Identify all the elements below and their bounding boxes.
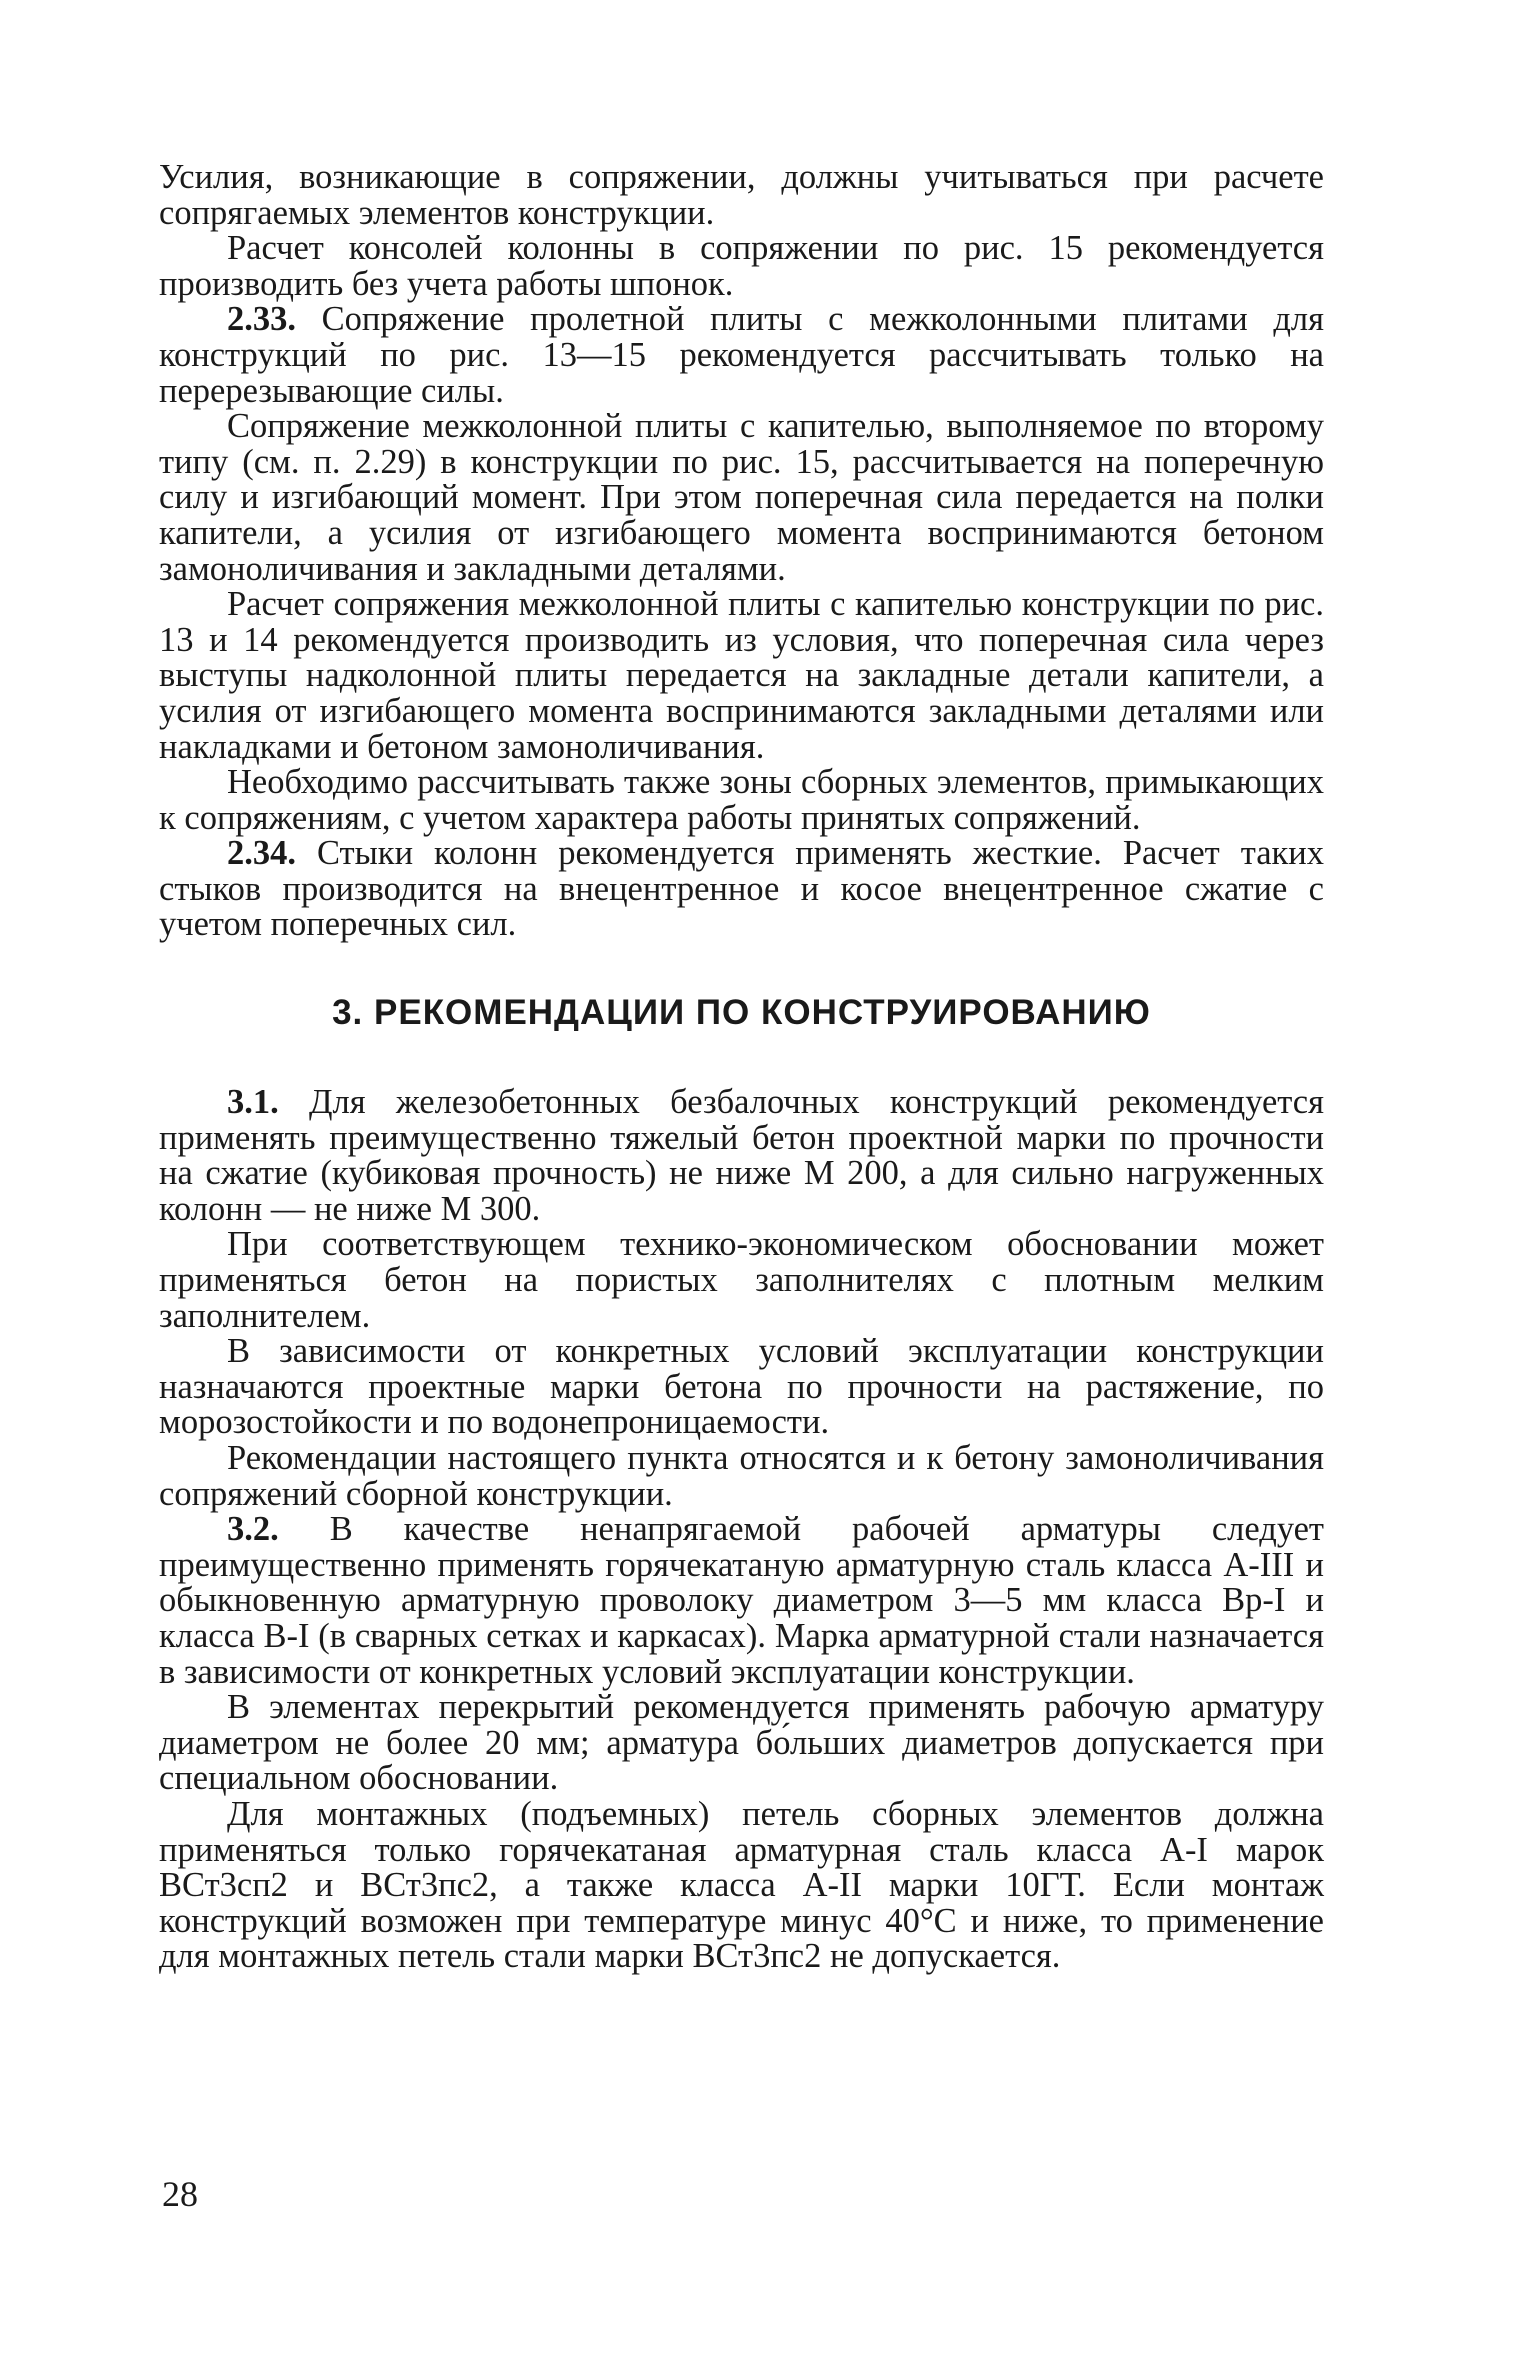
paragraph-text: Для монтажных (подъемных) петель сборных элементов должна применяться только горячекатаная арматурная сталь класса А-I марок ВСт3сп2 и ВСт3пс2, а также класса А-II марки 10ГТ. Если монтаж конструкций возможен при температуре минус 40°С и ниже, то применение для монтажных петель стали марки ВСт3пс2 не допускается.: [159, 1794, 1324, 1976]
paragraph-text: Для железобетонных безбалочных конструкций рекомендуется применять преимущественно тяжелый бетон проектной марки по прочности на сжатие (кубиковая прочность) не ниже М 200, а для сильно нагруженных колонн — не ниже М 300.: [159, 1083, 1324, 1228]
paragraph: [159, 1227, 1324, 1334]
paragraph: [159, 765, 1324, 836]
paragraph-text: Необходимо рассчитывать также зоны сборных элементов, примыкающих к сопряжениям, с учетом характера работы принятых сопряжений.: [159, 763, 1324, 837]
page-body: [159, 160, 1324, 1975]
paragraph: [159, 1512, 1324, 1690]
paragraph-text: Стыки колонн рекомендуется применять жесткие. Расчет таких стыков производится на внецентренное и косое внецентренное сжатие с учетом поперечных сил.: [159, 834, 1324, 944]
paragraph-label: 2.33.: [227, 300, 296, 339]
paragraph-text: При соответствующем технико-экономическом обосновании может применяться бетон на пористых заполнителях с плотным мелким заполнителем.: [159, 1225, 1324, 1335]
paragraph-text: Расчет сопряжения межколонной плиты с капителью конструкции по рис. 13 и 14 рекомендуется производить из условия, что поперечная сила через выступы надколонной плиты передается на закладные детали капители, а усилия от изгибающего момента воспринимаются закладными деталями или накладками и бетоном замоноличивания.: [159, 585, 1324, 766]
page-number: 28: [162, 2174, 198, 2214]
section-heading: 3. РЕКОМЕНДАЦИИ ПО КОНСТРУИРОВАНИЮ: [332, 993, 1151, 1033]
paragraph: [159, 1334, 1324, 1441]
paragraph: [159, 302, 1324, 409]
paragraph: [159, 836, 1324, 943]
paragraph-label: 2.34.: [227, 834, 296, 873]
paragraph-text: В зависимости от конкретных условий эксплуатации конструкции назначаются проектные марки бетона по прочности на растяжение, по морозостойкости и по водонепроницаемости.: [159, 1332, 1324, 1442]
paragraph: [159, 587, 1324, 765]
paragraph-text: Сопряжение межколонной плиты с капителью, выполняемое по второму типу (см. п. 2.29) в конструкции по рис. 15, рассчитывается на поперечную силу и изгибающий момент. При этом поперечная сила передается на полки капители, а усилия от изгибающего момента воспринимаются бетоном замоноличивания и закладными деталями.: [159, 407, 1324, 588]
paragraph-label: 3.1.: [227, 1083, 279, 1122]
paragraph: [159, 231, 1324, 302]
paragraph: [159, 1085, 1324, 1227]
paragraph-text: Рекомендации настоящего пункта относятся и к бетону замоноличивания сопряжений сборной конструкции.: [159, 1439, 1324, 1513]
paragraph: [159, 1690, 1324, 1797]
paragraph: [159, 1794, 1324, 1976]
paragraph: [159, 1441, 1324, 1512]
paragraph-text: Сопряжение пролетной плиты с межколонными плитами для конструкций по рис. 13—15 рекомендуется рассчитывать только на перерезывающие силы.: [159, 300, 1324, 410]
paragraph: [159, 160, 1324, 231]
paragraph-label: 3.2.: [227, 1510, 279, 1549]
paragraph-text: Расчет консолей колонны в сопряжении по рис. 15 рекомендуется производить без учета работы шпонок.: [159, 229, 1324, 303]
paragraph-text: Усилия, возникающие в сопряжении, должны учитываться при расчете сопрягаемых элементов конструкции.: [159, 158, 1324, 232]
paragraph-text: В качестве ненапрягаемой рабочей арматуры следует преимущественно применять горячекатаную арматурную сталь класса А-III и обыкновенную арматурную проволоку диаметром 3—5 мм класса Вр-I и класса В-I (в сварных сетках и каркасах). Марка арматурной стали назначается в зависимости от конкретных условий эксплуатации конструкции.: [159, 1510, 1324, 1691]
paragraph: [159, 409, 1324, 587]
paragraph-text: В элементах перекрытий рекомендуется применять рабочую арматуру диаметром не более 20 мм; арматура бо́льших диаметров допускается при специальном обосновании.: [159, 1688, 1324, 1798]
